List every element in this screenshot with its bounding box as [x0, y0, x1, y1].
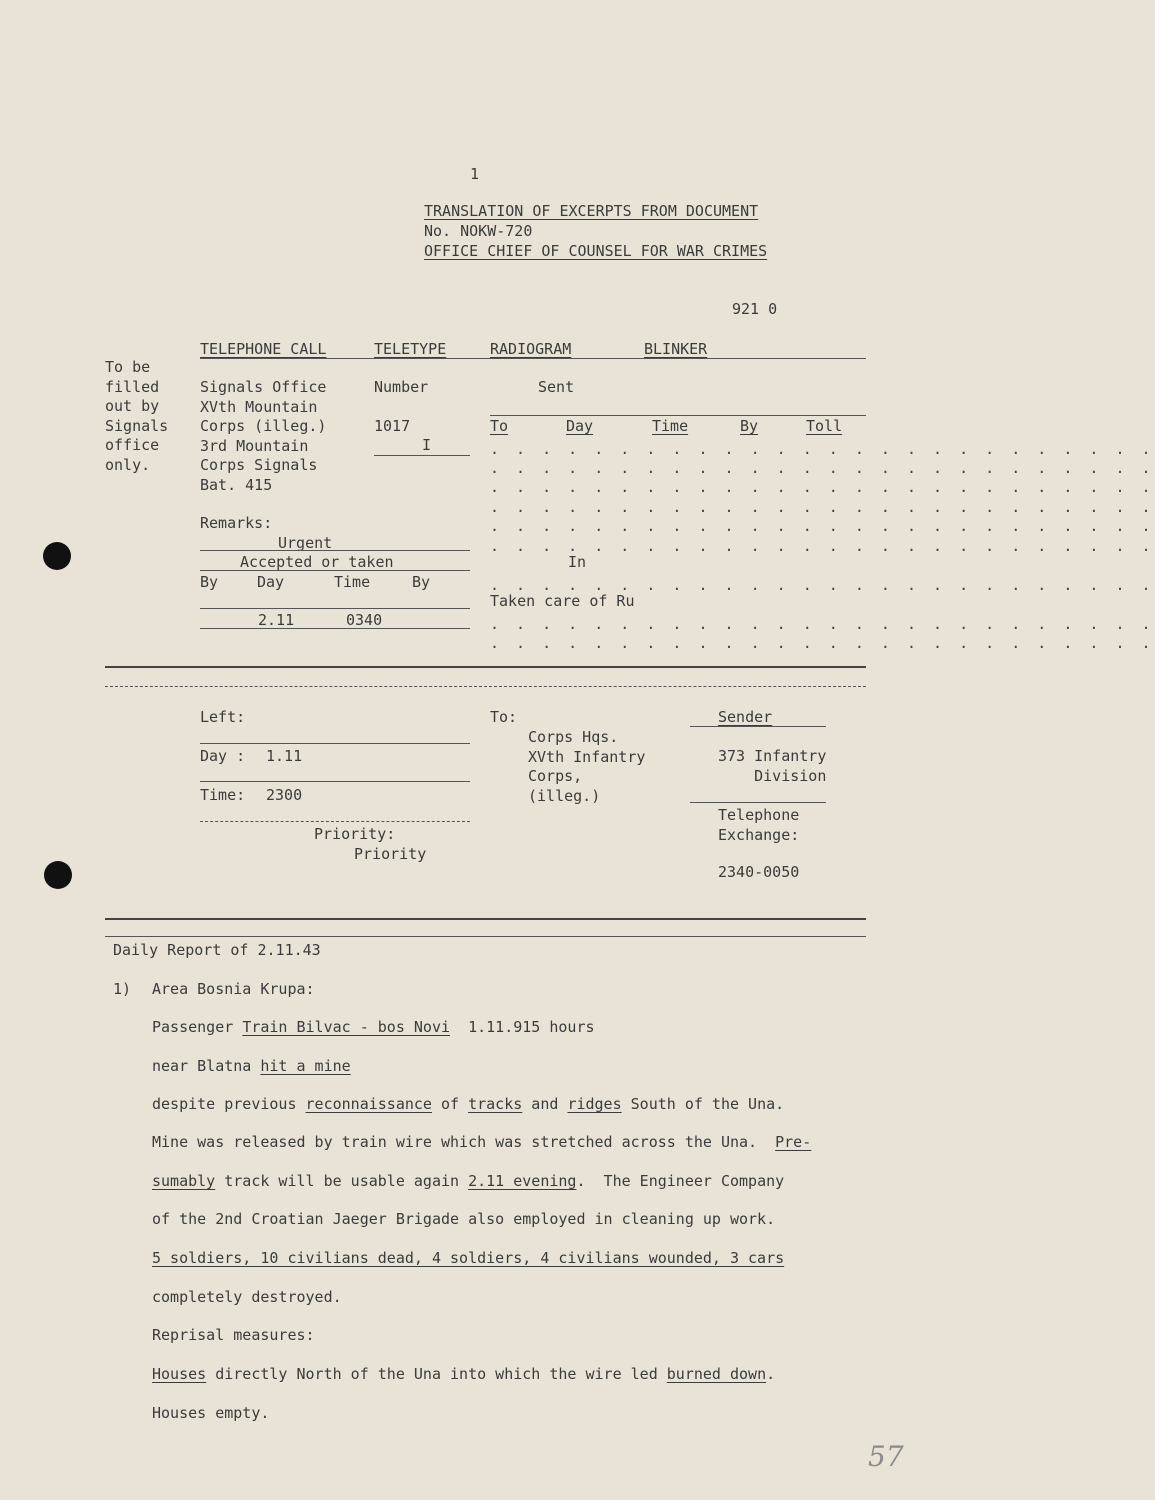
report-text-underlined: Houses: [152, 1365, 207, 1383]
day-rule: [200, 781, 470, 782]
time-rule: [200, 821, 470, 822]
section-divider-dashed: [105, 686, 866, 687]
dotted-row: . . . . . . . . . . . . . . . . . . . . . . . . . .: [490, 459, 1155, 477]
handwritten-page-number: 57: [868, 1440, 904, 1473]
report-line-6: of the 2nd Croatian Jaeger Brigade also employed in cleaning up work.: [152, 1210, 776, 1228]
report-line-7: 5 soldiers, 10 civilians dead, 4 soldiers, 4 civilians wounded, 3 cars: [152, 1249, 785, 1267]
report-text-underlined: reconnaissance: [305, 1095, 432, 1113]
report-text: South of the Una.: [621, 1095, 785, 1113]
report-text-underlined: tracks: [468, 1095, 523, 1113]
signals-office-note: To be filled out by Signals office only.: [105, 358, 169, 474]
remarks-value: Urgent: [278, 534, 333, 552]
dotted-row: . . . . . . . . . . . . . . . . . . . . . . . . . .: [490, 576, 1155, 594]
number-sub: I: [422, 436, 432, 454]
day-value: 1.11: [266, 747, 303, 765]
dotted-row: . . . . . . . . . . . . . . . . . . . . . . . . . .: [490, 498, 1155, 516]
report-text-underlined: hit a mine: [260, 1057, 351, 1075]
accepted-lower-rule: [200, 628, 470, 629]
report-text-underlined: ridges: [567, 1095, 622, 1113]
sent-col-day: Day: [566, 417, 594, 435]
item-heading: Area Bosnia Krupa:: [152, 980, 315, 998]
accepted-col-time: Time: [334, 573, 371, 591]
report-text: track will be usable again: [215, 1172, 469, 1190]
dotted-row: . . . . . . . . . . . . . . . . . . . . . . . . . .: [490, 517, 1155, 535]
dotted-row: . . . . . . . . . . . . . . . . . . . . . . . . . .: [490, 478, 1155, 496]
heading-line-2: No. NOKW-720: [424, 222, 533, 240]
report-text: 1.11.915 hours: [450, 1018, 595, 1036]
exchange-rule: [690, 802, 826, 803]
section-divider: [105, 918, 866, 920]
accepted-rule: [200, 570, 470, 571]
accepted-col-day: Day: [257, 573, 285, 591]
reference-number: 921 0: [732, 300, 778, 318]
report-text: Mine was released by train wire which was stretched across the Una.: [152, 1133, 776, 1151]
page-number: 1: [470, 165, 480, 183]
taken-care-label: Taken care of Ru: [490, 592, 635, 610]
exchange-value: 2340-0050: [718, 863, 800, 881]
dotted-row: . . . . . . . . . . . . . . . . . . . . . . . . . .: [490, 440, 1155, 458]
sender-label: Sender: [718, 708, 773, 726]
number-label: Number: [374, 378, 429, 396]
report-text: directly North of the Una into which the wire led: [206, 1365, 667, 1383]
sent-rule: [490, 415, 866, 416]
left-label: Left:: [200, 708, 246, 726]
left-rule: [200, 743, 470, 744]
accepted-time-value: 0340: [346, 611, 383, 629]
report-text: .: [766, 1365, 776, 1383]
report-line-10: [152, 1364, 775, 1384]
type-teletype: TELETYPE: [374, 340, 447, 358]
punch-hole: [43, 542, 71, 570]
time-value: 2300: [266, 786, 303, 804]
signals-office-block: Signals Office XVth Mountain Corps (illeg.) 3rd Mountain Corps Signals Bat. 415: [200, 378, 327, 494]
report-line-3: [152, 1094, 784, 1114]
sent-col-toll: Toll: [806, 417, 843, 435]
report-text-underlined: Pre-: [775, 1133, 812, 1151]
report-line-2: [152, 1056, 351, 1076]
report-text: . The Engineer Company: [576, 1172, 785, 1190]
sender-rule: [690, 726, 826, 727]
priority-value: Priority: [354, 845, 427, 863]
time-label: Time:: [200, 786, 246, 804]
report-line-9: Reprisal measures:: [152, 1326, 315, 1344]
item-number: 1): [113, 980, 132, 998]
to-value: Corps Hqs. XVth Infantry Corps, (illeg.): [528, 728, 646, 805]
sent-col-to: To: [490, 417, 509, 435]
punch-hole: [44, 861, 72, 889]
report-text: Passenger: [152, 1018, 243, 1036]
section-divider-thin: [105, 936, 866, 937]
report-text: and: [522, 1095, 568, 1113]
accepted-upper-rule: [200, 608, 470, 609]
form-header-rule: [200, 358, 866, 359]
report-line-8: completely destroyed.: [152, 1288, 342, 1306]
report-line-4: [152, 1132, 811, 1152]
accepted-col-by-2: By: [412, 573, 431, 591]
remarks-label: Remarks:: [200, 514, 273, 532]
report-line-11: Houses empty.: [152, 1404, 270, 1422]
day-label: Day :: [200, 747, 246, 765]
sent-label: Sent: [538, 378, 575, 396]
number-rule: [374, 455, 470, 456]
report-text: near Blatna: [152, 1057, 261, 1075]
sender-value: 373 Infantry Division: [718, 747, 827, 785]
exchange-label: Telephone Exchange:: [718, 806, 800, 844]
type-telephone-call: TELEPHONE CALL: [200, 340, 327, 358]
accepted-col-by: By: [200, 573, 219, 591]
accepted-label: Accepted or taken: [240, 553, 394, 571]
report-title: Daily Report of 2.11.43: [113, 941, 321, 959]
priority-label: Priority:: [314, 825, 396, 843]
number-value: 1017: [374, 417, 411, 435]
report-text-underlined: Train Bilvac - bos Novi: [242, 1018, 451, 1036]
heading-line-1: TRANSLATION OF EXCERPTS FROM DOCUMENT: [424, 202, 759, 220]
dotted-row: . . . . . . . . . . . . . . . . . . . . . . . . . .: [490, 634, 1155, 652]
sent-col-time: Time: [652, 417, 689, 435]
type-blinker: BLINKER: [644, 340, 708, 358]
section-divider: [105, 666, 866, 668]
type-radiogram: RADIOGRAM: [490, 340, 572, 358]
report-line-5: [152, 1171, 784, 1191]
accepted-day-value: 2.11: [258, 611, 295, 629]
report-line-1: [152, 1017, 595, 1037]
report-text: of: [431, 1095, 469, 1113]
report-text-underlined: sumably: [152, 1172, 216, 1190]
report-text-underlined: burned down: [666, 1365, 767, 1383]
dotted-row: . . . . . . . . . . . . . . . . . . . . . . . . . .: [490, 615, 1155, 633]
sent-col-by: By: [740, 417, 759, 435]
dotted-row: . . . . . . . . . . . . . . . . . . . . . . . . . .: [490, 537, 1155, 555]
in-label: In: [568, 553, 587, 571]
report-text: despite previous: [152, 1095, 306, 1113]
to-label: To:: [490, 708, 518, 726]
report-text-underlined: 2.11 evening: [468, 1172, 577, 1190]
remarks-rule: [200, 550, 470, 551]
heading-line-3: OFFICE CHIEF OF COUNSEL FOR WAR CRIMES: [424, 242, 768, 260]
